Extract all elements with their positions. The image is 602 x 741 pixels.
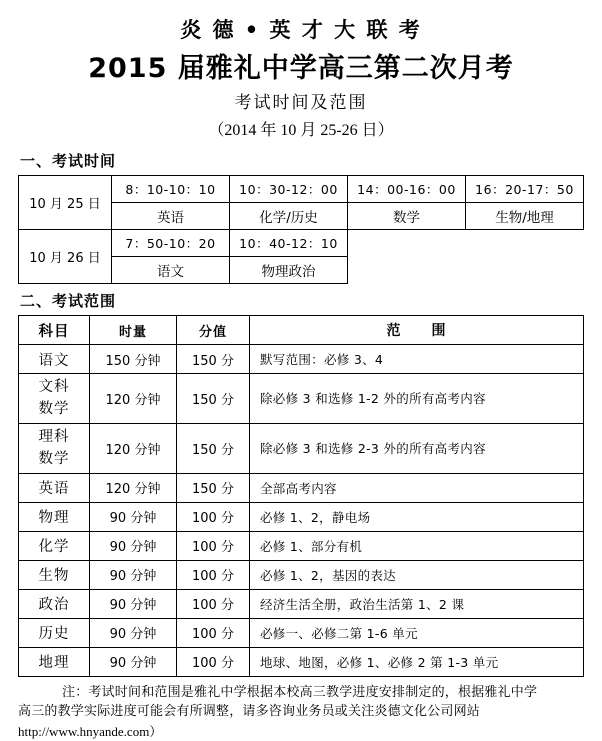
subject-cell: 数学 bbox=[348, 203, 466, 230]
footnote bbox=[18, 683, 584, 741]
subject-cell: 语文 bbox=[112, 257, 230, 284]
footnote-url: http://www.hnyande.com） bbox=[18, 723, 163, 739]
time-slot: 10：30-12：00 bbox=[230, 176, 348, 203]
section-heading-exam-scope: 二、考试范围 bbox=[20, 294, 117, 310]
cell-duration: 90 分钟 bbox=[90, 647, 177, 676]
page-title-sub: 考试时间及范围 bbox=[234, 93, 368, 112]
cell-score: 150 分 bbox=[177, 345, 250, 374]
time-slot: 10：40-12：10 bbox=[230, 230, 348, 257]
cell-scope: 全部高考内容 bbox=[250, 473, 584, 502]
table-row bbox=[19, 423, 584, 473]
cell-subject-line1: 文科 bbox=[38, 379, 70, 395]
column-header-duration: 时量 bbox=[90, 316, 177, 345]
cell-duration: 90 分钟 bbox=[90, 618, 177, 647]
cell-subject: 语文 bbox=[19, 345, 90, 374]
page-title-main: 2015 届雅礼中学高三第二次月考 bbox=[88, 53, 514, 84]
cell-subject bbox=[19, 423, 90, 473]
cell-subject: 政治 bbox=[19, 589, 90, 618]
cell-subject: 英语 bbox=[19, 473, 90, 502]
cell-score: 100 分 bbox=[177, 618, 250, 647]
table-row bbox=[19, 345, 584, 374]
table-row bbox=[19, 230, 584, 257]
time-slot: 7：50-10：20 bbox=[112, 230, 230, 257]
cell-scope: 地球、地图，必修 1、必修 2 第 1-3 单元 bbox=[250, 647, 584, 676]
cell-duration: 90 分钟 bbox=[90, 560, 177, 589]
cell-subject-line2: 数学 bbox=[38, 401, 70, 418]
page-title-date: （2014 年 10 月 25-26 日） bbox=[208, 122, 394, 139]
table-row bbox=[19, 176, 584, 203]
cell-duration: 150 分钟 bbox=[90, 345, 177, 374]
table-row bbox=[19, 473, 584, 502]
cell-subject-line1: 理科 bbox=[38, 428, 70, 445]
cell-score: 100 分 bbox=[177, 560, 250, 589]
subject-cell: 化学/历史 bbox=[230, 203, 348, 230]
table-row bbox=[19, 618, 584, 647]
cell-subject: 生物 bbox=[19, 560, 90, 589]
cell-score: 100 分 bbox=[177, 502, 250, 531]
cell-scope: 除必修 3 和选修 2-3 外的所有高考内容 bbox=[250, 423, 584, 473]
cell-subject bbox=[19, 374, 90, 424]
empty-cell bbox=[348, 257, 584, 284]
cell-score: 100 分 bbox=[177, 589, 250, 618]
cell-subject: 地理 bbox=[19, 647, 90, 676]
cell-scope: 必修 1、2，静电场 bbox=[250, 502, 584, 531]
table-row bbox=[19, 531, 584, 560]
cell-duration: 90 分钟 bbox=[90, 531, 177, 560]
column-header-score: 分值 bbox=[177, 316, 250, 345]
cell-score: 100 分 bbox=[177, 531, 250, 560]
cell-scope: 经济生活全册，政治生活第 1、2 课 bbox=[250, 589, 584, 618]
cell-score: 150 分 bbox=[177, 374, 250, 424]
cell-score: 150 分 bbox=[177, 473, 250, 502]
subject-cell: 物理政治 bbox=[230, 257, 348, 284]
exam-scope-table bbox=[18, 315, 584, 677]
cell-score: 150 分 bbox=[177, 423, 250, 473]
table-row bbox=[19, 589, 584, 618]
column-header-subject: 科目 bbox=[19, 316, 90, 345]
cell-subject: 物理 bbox=[19, 502, 90, 531]
cell-duration: 90 分钟 bbox=[90, 502, 177, 531]
cell-score: 100 分 bbox=[177, 647, 250, 676]
cell-duration: 120 分钟 bbox=[90, 374, 177, 424]
day-label-25: 10 月 25 日 bbox=[19, 176, 112, 230]
cell-scope: 默写范围：必修 3、4 bbox=[250, 345, 584, 374]
cell-duration: 90 分钟 bbox=[90, 589, 177, 618]
page-title-subbrand: 炎 德 • 英 才 大 联 考 bbox=[180, 17, 422, 42]
time-slot: 14：00-16：00 bbox=[348, 176, 466, 203]
time-slot: 16：20-17：50 bbox=[466, 176, 584, 203]
section-heading-exam-time: 一、考试时间 bbox=[20, 154, 117, 170]
cell-duration: 120 分钟 bbox=[90, 423, 177, 473]
table-row bbox=[19, 560, 584, 589]
cell-scope: 必修 1、部分有机 bbox=[250, 531, 584, 560]
table-row bbox=[19, 374, 584, 424]
column-header-scope: 范 围 bbox=[250, 316, 584, 345]
day-label-26: 10 月 26 日 bbox=[19, 230, 112, 284]
subject-cell: 生物/地理 bbox=[466, 203, 584, 230]
table-header-row bbox=[19, 316, 584, 345]
empty-cell bbox=[348, 230, 584, 257]
exam-time-table bbox=[18, 175, 584, 284]
cell-subject-line2: 数学 bbox=[38, 451, 70, 468]
table-row bbox=[19, 502, 584, 531]
footnote-line-2: 高三的教学实际进度可能会有所调整，请多咨询业务员或关注炎德文化公司网站 bbox=[18, 704, 481, 720]
subject-cell: 英语 bbox=[112, 203, 230, 230]
table-row bbox=[19, 647, 584, 676]
time-slot: 8：10-10：10 bbox=[112, 176, 230, 203]
cell-subject: 历史 bbox=[19, 618, 90, 647]
cell-duration: 120 分钟 bbox=[90, 473, 177, 502]
cell-subject: 化学 bbox=[19, 531, 90, 560]
cell-scope: 必修一、必修二第 1-6 单元 bbox=[250, 618, 584, 647]
cell-scope: 除必修 3 和选修 1-2 外的所有高考内容 bbox=[250, 374, 584, 424]
cell-scope: 必修 1、2，基因的表达 bbox=[250, 560, 584, 589]
footnote-line-1: 注：考试时间和范围是雅礼中学根据本校高三教学进度安排制定的，根据雅礼中学 bbox=[62, 684, 538, 700]
